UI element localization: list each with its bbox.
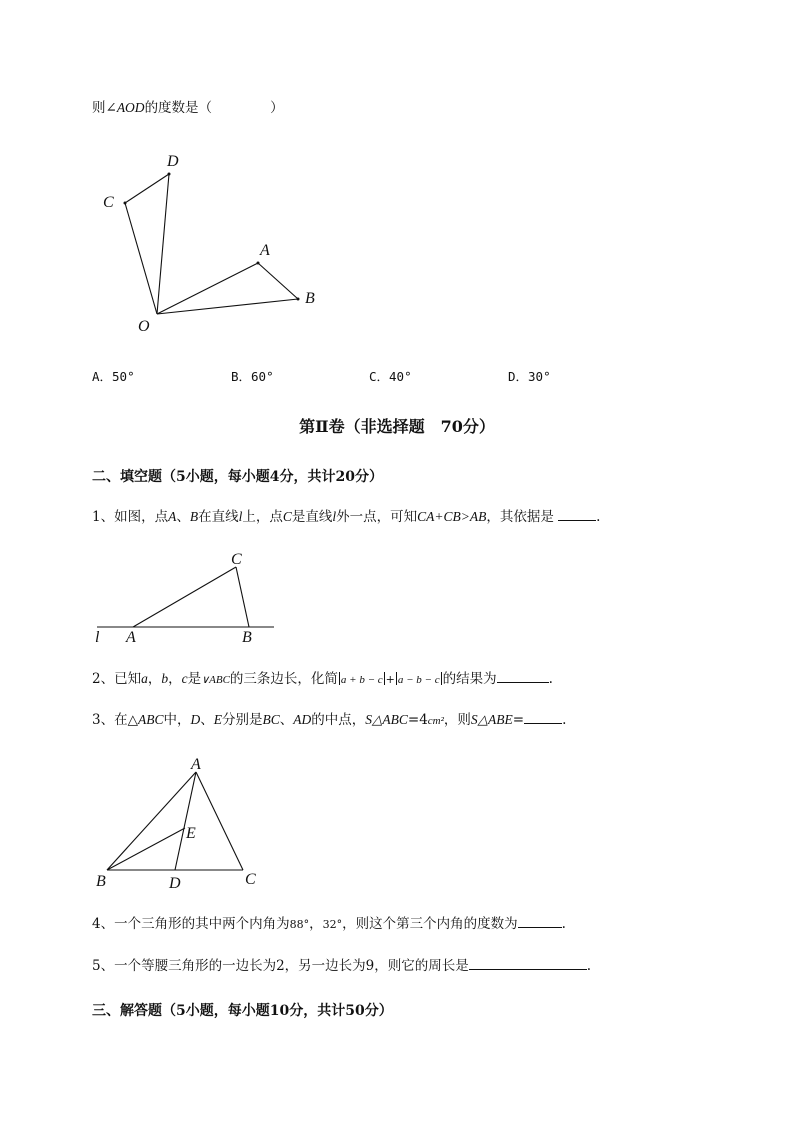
text: 则∠ — [92, 100, 117, 116]
angle-name: AOD — [116, 100, 145, 115]
expression: a − b − c — [397, 674, 440, 686]
text: 4、一个三角形的其中两个内角为 — [92, 916, 290, 932]
text: 、 — [176, 509, 190, 525]
area-abe: S△ABE — [470, 712, 513, 727]
segment-ad — [175, 772, 196, 870]
text: ， — [147, 671, 162, 687]
segment-bc-ref: BC — [262, 712, 280, 727]
text: . — [548, 671, 553, 687]
var-b: b — [161, 671, 169, 686]
text: + — [385, 673, 395, 686]
angle-value: 32° — [322, 918, 343, 931]
text: 中， — [163, 712, 191, 728]
text: . — [586, 958, 592, 974]
option-c[interactable]: C．40° — [369, 369, 412, 384]
option-d[interactable]: D．30° — [508, 369, 551, 384]
point-a-ref: A — [168, 509, 177, 524]
point-d-ref: D — [190, 712, 201, 727]
text: 3、在△ — [92, 712, 138, 728]
text: 、 — [200, 712, 214, 728]
question-4 — [92, 915, 566, 934]
text: . — [562, 712, 567, 728]
text: 5、一个等腰三角形的一边长为2，另一边长为9，则它的周长是 — [92, 958, 469, 974]
point-e-ref: E — [213, 712, 222, 727]
section3-heading: 三、解答题（5小题，每小题10分，共计50分） — [92, 1003, 393, 1019]
var-a: a — [141, 671, 148, 686]
var-c: c — [181, 671, 188, 686]
segment-ac — [196, 772, 243, 870]
text: . — [596, 509, 601, 525]
line-l-ref: l — [332, 509, 337, 524]
label-c: C — [231, 551, 242, 568]
text: 、 — [279, 712, 294, 728]
area-abc: S△ABC — [365, 712, 408, 727]
label-c: C — [245, 871, 256, 888]
triangle-abc: ∨ABC — [201, 674, 230, 686]
text: . — [561, 916, 566, 932]
label-a: A — [126, 629, 136, 646]
text: 2、已知 — [92, 671, 142, 687]
option-b[interactable]: B．60° — [231, 369, 274, 384]
text: 的中点， — [311, 712, 366, 728]
angle-value: 88° — [289, 918, 310, 931]
text: ， — [168, 671, 182, 687]
label-o: O — [138, 318, 150, 335]
label-c: C — [103, 194, 114, 211]
question-5 — [92, 957, 591, 975]
label-a: A — [191, 756, 201, 773]
text: 1、如图，点 — [92, 509, 169, 525]
text: 的结果为 — [442, 671, 497, 687]
text: ，其依据是 — [486, 509, 554, 525]
answer-blank[interactable] — [518, 915, 562, 928]
text: =4 — [407, 712, 428, 728]
text: ， — [309, 916, 323, 932]
text: 分别是 — [221, 712, 263, 728]
label-b: B — [305, 290, 315, 307]
segment-be — [107, 828, 185, 870]
label-b: B — [242, 629, 252, 646]
label-e: E — [186, 825, 196, 842]
text: 在直线 — [198, 509, 239, 525]
line-l-ref: l — [238, 509, 243, 524]
section2-heading: 二、填空题（5小题，每小题4分，共计20分） — [92, 469, 383, 485]
label-a: A — [260, 242, 270, 259]
triangle-abc: ABC — [137, 712, 164, 727]
segment-ab — [107, 772, 196, 870]
label-d: D — [167, 153, 179, 170]
text: 是直线 — [291, 509, 333, 525]
label-d: D — [169, 875, 181, 892]
text: 上，点 — [242, 509, 283, 525]
segment-ad-ref: AD — [293, 712, 312, 727]
text: = — [512, 712, 525, 728]
label-b: B — [96, 873, 106, 890]
option-a[interactable]: A．50° — [92, 369, 135, 384]
text: ，则这个第三个内角的度数为 — [342, 916, 518, 932]
text: ，则 — [443, 712, 471, 728]
part2-heading: 第Ⅱ卷（非选择题 70分） — [299, 417, 495, 436]
text: 外一点，可知 — [336, 509, 418, 525]
point-b-ref: B — [189, 509, 199, 524]
answer-blank[interactable] — [469, 957, 587, 970]
text: 的度数是（ — [144, 100, 213, 116]
unit: cm² — [427, 715, 444, 727]
point-c-ref: C — [282, 509, 292, 524]
text: 是 — [187, 671, 202, 687]
text: ） — [270, 100, 284, 116]
expression: a + b − c — [340, 674, 383, 686]
text: 的三条边长，化简 — [229, 671, 338, 687]
inequality: CA+CB>AB — [417, 509, 487, 524]
label-l: l — [95, 629, 100, 646]
